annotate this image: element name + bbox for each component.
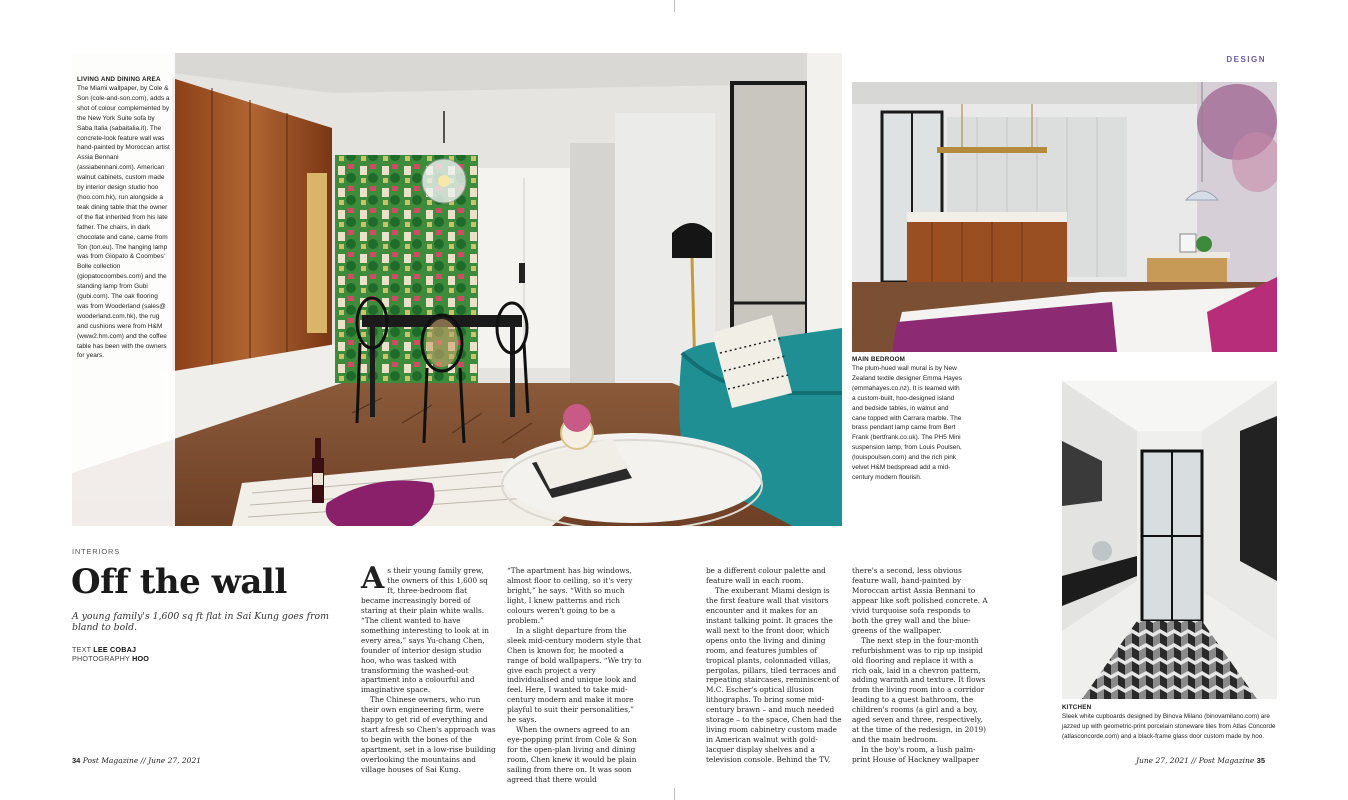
magazine-name-right: Post Magazine xyxy=(1198,756,1255,765)
body-paragraph: When the owners agreed to an eye-popping print from Cole & Son for the open-plan living and dining room, Chen knew it would be plain sailing from there on. It was soon agreed that there would xyxy=(507,725,637,785)
kitchen-photo xyxy=(1062,381,1277,699)
body-paragraph: “The apartment has big windows, almost floor to ceiling, so it's very bright,” he says. “With so much light, I knew patterns and rich colours weren't going to be a problem.” xyxy=(507,566,633,625)
page-number-right: 35 xyxy=(1256,756,1265,765)
issue-date-left: // June 27, 2021 xyxy=(140,756,201,765)
body-paragraph: In a slight departure from the sleek mid-century modern style that Chen is known for, he mooted a range of bold wallpapers. “We try to give each project a very individualised and unique look and feel. Here, I wanted to take mid-century modern and make it more playful to suit their personalities,” he says. xyxy=(507,625,642,725)
drop-cap: A xyxy=(361,561,385,596)
page-gutter-bottom xyxy=(674,788,675,800)
kitchen-caption-text: Sleek white cupboards designed by Binova Milano (binovamilano.com) are jazzed up with geometric-print porcelain stoneware tiles from Atlas Concorde (atlasconcorde.com) and a black-frame glass door custom made by hoo. xyxy=(1062,713,1276,740)
kitchen-caption xyxy=(1062,703,1280,741)
magazine-name-left: Post Magazine xyxy=(82,756,139,765)
issue-date-right: June 27, 2021 // xyxy=(1136,756,1197,765)
body-paragraph-text: s their young family grew, the owners of this 1,600 sq ft, three-bedroom flat became increasingly bored of staring at their plain white walls. “The client wanted to have something interesting to look at in every area,” says Yu-chang Chen, founder of interior design studio hoo, who was tasked with transforming the washed-out apartment into a colourful and imaginative space. xyxy=(361,566,489,695)
section-label-interiors: INTERIORS xyxy=(72,547,121,556)
kitchen-caption-heading: KITCHEN xyxy=(1062,704,1092,711)
page-number-left: 34 xyxy=(72,756,81,765)
bedroom-caption-heading: MAIN BEDROOM xyxy=(852,356,906,363)
article-standfirst: A young family's 1,600 sq ft flat in Sai Kung goes from bland to bold. xyxy=(72,611,329,633)
credit-writer xyxy=(72,645,136,654)
credit-photographer-name: HOO xyxy=(132,654,150,663)
living-caption-heading: LIVING AND DINING AREA xyxy=(77,76,161,83)
page-gutter-top xyxy=(674,0,675,12)
credit-writer-label: TEXT xyxy=(72,645,92,654)
bedroom-photo xyxy=(852,82,1277,352)
credit-writer-name: LEE COBAJ xyxy=(93,645,137,654)
article-headline: Off the wall xyxy=(71,562,287,602)
body-column-1 xyxy=(361,561,497,775)
body-column-4 xyxy=(852,566,988,765)
body-column-2 xyxy=(507,566,643,785)
body-paragraph xyxy=(361,561,497,695)
folio-right xyxy=(1136,756,1265,765)
living-room-photo xyxy=(72,53,842,526)
body-column-3 xyxy=(706,566,842,765)
bedroom-caption xyxy=(852,355,962,483)
section-label-design: DESIGN xyxy=(1226,55,1266,64)
body-paragraph: there's a second, less obvious feature wall, hand-painted by Moroccan artist Assia Bennani to appear like soft polished concrete. A vivid turquoise sofa responds to both the grey wall and the blue-greens of the wallpaper. xyxy=(852,566,988,635)
body-paragraph: In the boy's room, a lush palm-print House of Hackney wallpaper xyxy=(852,745,980,765)
living-caption-text: The Miami wallpaper, by Cole & Son (cole-and-son.com), adds a shot of colour complemented by the New York Suite sofa by Saba Italia (sabaitalia.it). The concrete-look feature wall was hand-painted by Moroccan artist Assia Bennani (assiabennani.com). American walnut cabinets, custom made by interior design studio hoo (hoo.com.hk), run alongside a teak dining table that the owner of the flat inherited from his late father. The chairs, in dark chocolate and cane, came from Ton (ton.eu). The hanging lamp was from Giopato & Coombes' Bolle collection (giopatocoombes.com) and the standing lamp from Gubi (gubi.com). The oak flooring was from Wooderland (sales@ wooderland.com.hk), the rug and cushions were from H&M (www2.hm.com) and the coffee table has been with the owners for years. xyxy=(77,85,170,360)
body-paragraph: The exuberant Miami design is the first feature wall that visitors encounter and it makes for an instant talking point. It graces the wall next to the front door, which opens onto the living and dining room, and features jumbles of tropical plants, colonnaded villas, pergolas, pillars, tiled terraces and repeating staircases, reminiscent of M.C. Escher's optical illusion lithographs. To bring some mid-century brawn – and much needed storage – to the space, Chen had the living room cabinetry custom made in American walnut with gold-lacquer display shelves and a television console. Behind the TV, xyxy=(706,585,842,765)
folio-left xyxy=(72,756,201,765)
body-paragraph: The Chinese owners, who run their own engineering firm, were happy to get rid of everything and start afresh so Chen's approach was to begin with the bones of the apartment, set in a low-rise building overlooking the mountains and village houses of Sai Kung. xyxy=(361,695,496,775)
bedroom-caption-text: The plum-hued wall mural is by New Zealand textile designer Emma Hayes (emmahayes.co.nz). It is teamed with a custom-built, hoo-designed island and bedside tables, in walnut and cane topped with Carrara marble. The brass pendant lamp came from Bert Frank (bertfrank.co.uk). The PH5 Mini suspension lamp, from Louis Poulsen, (louispoulsen.com) and the rich pink velvet H&M bedspread add a mid-century modern flourish. xyxy=(852,365,962,481)
credit-photographer xyxy=(72,654,149,663)
body-paragraph: The next step in the four-month refurbishment was to rip up insipid old flooring and replace it with a rich oak, laid in a chevron pattern, adding warmth and texture. It flows from the living room into a corridor leading to a guest bathroom, the children's rooms (a girl and a boy, aged seven and three, respectively, at the time of the redesign, in 2019) and the main bedroom. xyxy=(852,635,987,745)
credit-photographer-label: PHOTOGRAPHY xyxy=(72,654,130,663)
living-room-caption xyxy=(72,53,175,526)
body-paragraph: be a different colour palette and feature wall in each room. xyxy=(706,566,826,585)
